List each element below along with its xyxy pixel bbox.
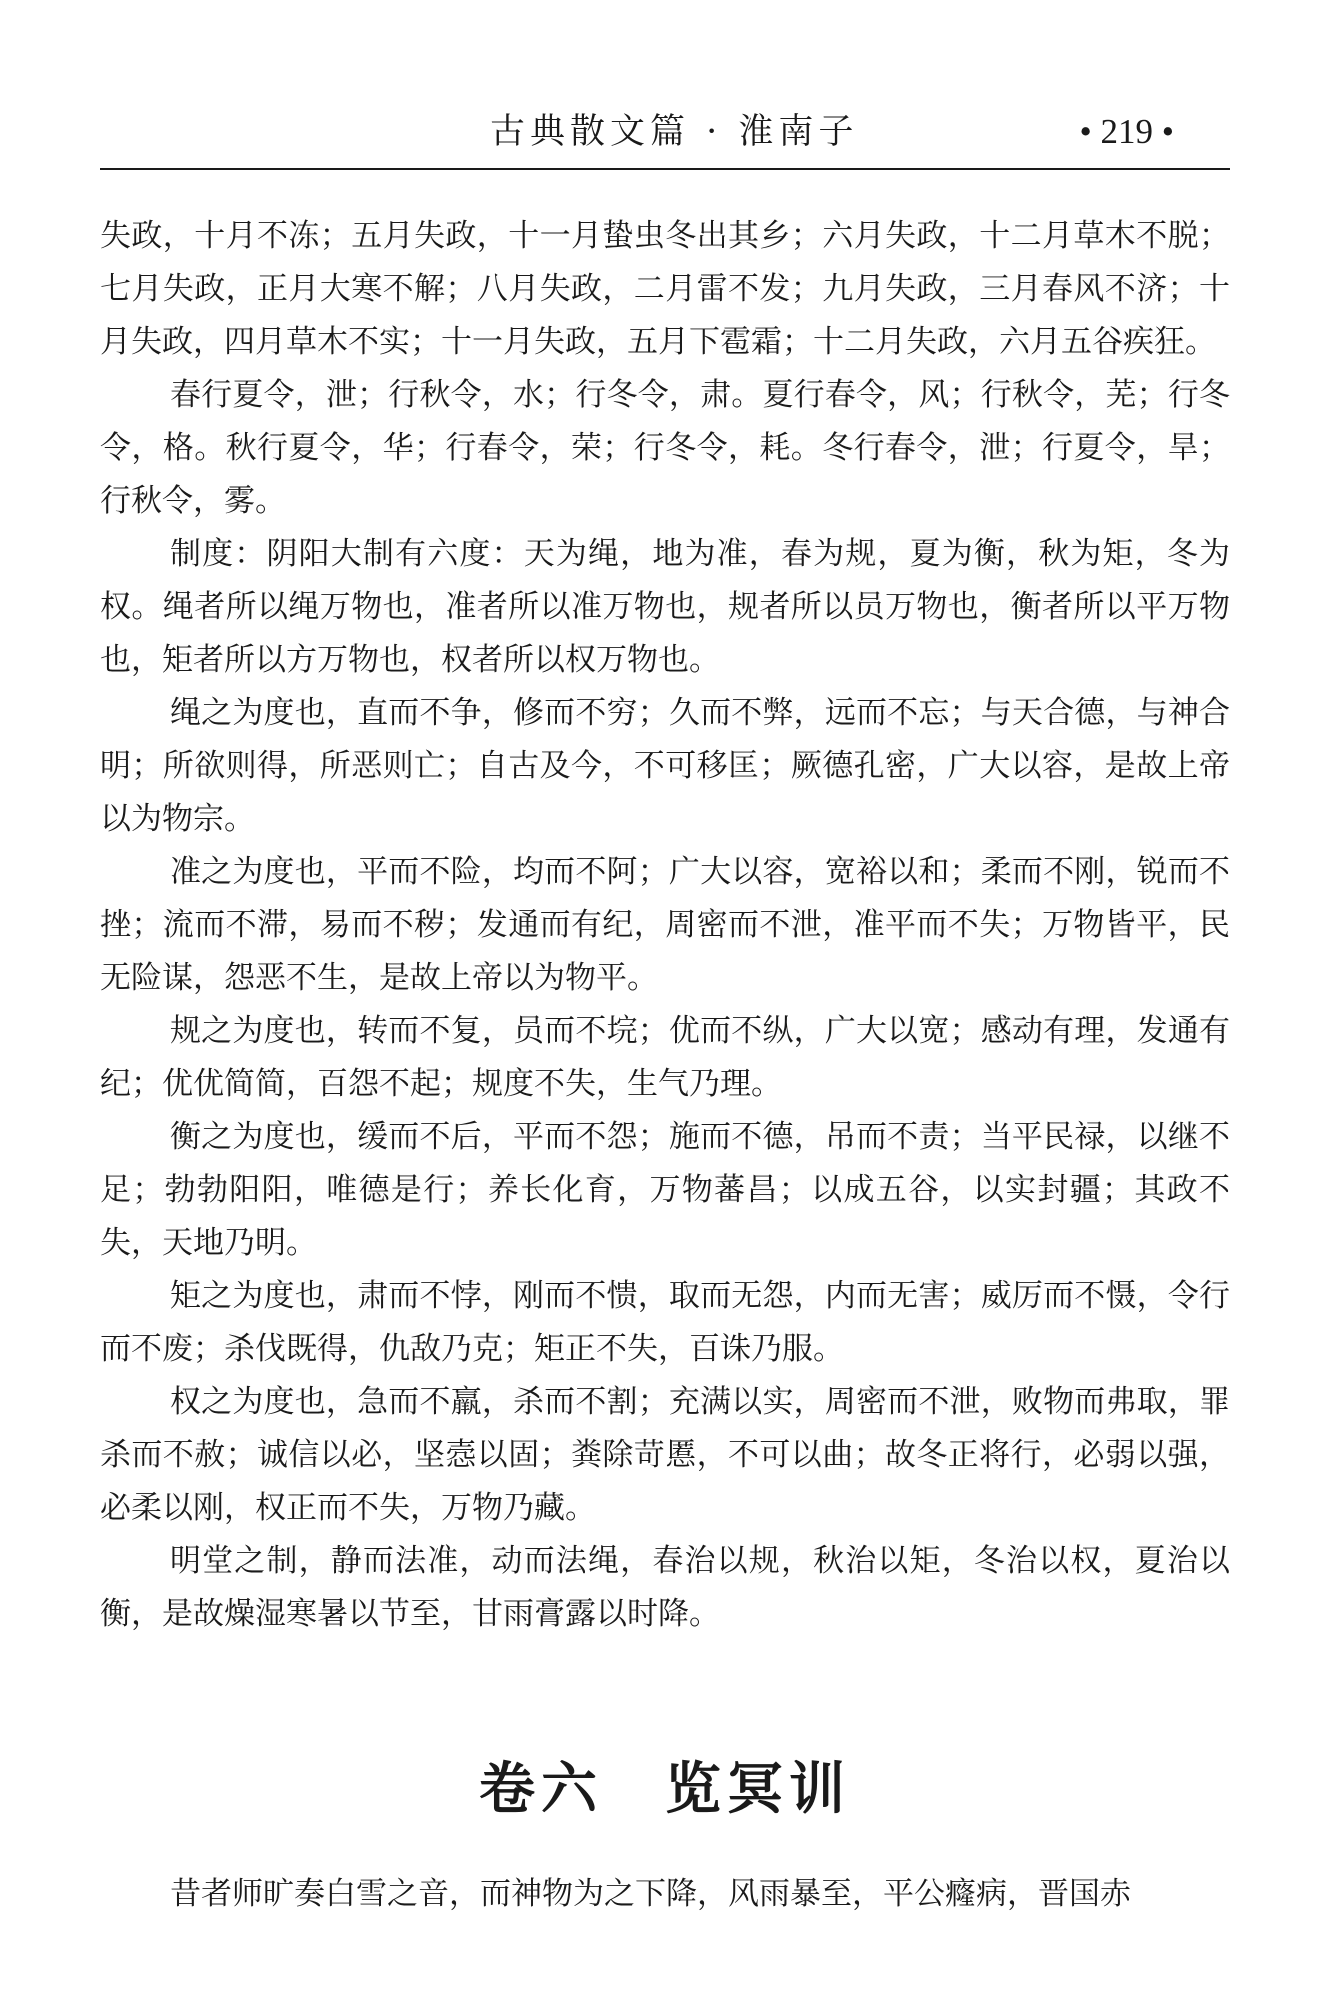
running-header	[100, 106, 1230, 166]
paragraph: 制度：阴阳大制有六度：天为绳，地为准，春为规，夏为衡，秋为矩，冬为权。绳者所以绳万物也，准者所以准万物也，规者所以员万物也，衡者所以平万物也，矩者所以方万物也，权者所以权万物也。	[100, 536, 1230, 678]
paragraph: 准之为度也，平而不险，均而不阿；广大以容，宽裕以和；柔而不刚，锐而不挫；流而不滞，易而不秽；发通而有纪，周密而不泄，准平而不失；万物皆平，民无险谋，怨恶不生，是故上帝以为物平。	[100, 854, 1230, 996]
paragraph: 失政，十月不冻；五月失政，十一月蛰虫冬出其乡；六月失政，十二月草木不脱；七月失政，正月大寒不解；八月失政，二月雷不发；九月失政，三月春风不济；十月失政，四月草木不实；十一月失政，五月下雹霜；十二月失政，六月五谷疾狂。	[100, 218, 1230, 360]
chapter-title: 卷六 览冥训	[479, 1757, 851, 1822]
paragraph: 权之为度也，急而不羸，杀而不割；充满以实，周密而不泄，败物而弗取，罪杀而不赦；诚信以必，坚悫以固；粪除苛慝，不可以曲；故冬正将行，必弱以强，必柔以刚，权正而不失，万物乃藏。	[100, 1384, 1230, 1526]
paragraph: 春行夏令，泄；行秋令，水；行冬令，肃。夏行春令，风；行秋令，芜；行冬令，格。秋行夏令，华；行春令，荣；行冬令，耗。冬行春令，泄；行夏令，旱；行秋令，雾。	[100, 377, 1230, 519]
body-text	[100, 210, 1230, 1641]
paragraph: 明堂之制，静而法准，动而法绳，春治以规，秋治以矩，冬治以权，夏治以衡，是故燥湿寒暑以节至，甘雨膏露以时降。	[100, 1543, 1230, 1632]
header-rule	[100, 168, 1230, 170]
paragraph: 规之为度也，转而不复，员而不垸；优而不纵，广大以宽；感动有理，发通有纪；优优简简，百怨不起；规度不失，生气乃理。	[100, 1013, 1230, 1102]
page-number: • 219 •	[1079, 112, 1174, 151]
running-header-title: 古典散文篇 · 淮南子	[490, 112, 859, 152]
chapter-opening-paragraph: 昔者师旷奏白雪之音，而神物为之下降，风雨暴至，平公癃病，晋国赤	[170, 1876, 1131, 1912]
paragraph: 衡之为度也，缓而不后，平而不怨；施而不德，吊而不责；当平民禄，以继不足；勃勃阳阳，唯德是行；养长化育，万物蕃昌；以成五谷，以实封疆；其政不失，天地乃明。	[100, 1119, 1230, 1261]
paragraph: 绳之为度也，直而不争，修而不穷；久而不弊，远而不忘；与天合德，与神合明；所欲则得，所恶则亡；自古及今，不可移匡；厥德孔密，广大以容，是故上帝以为物宗。	[100, 695, 1230, 837]
paragraph: 矩之为度也，肃而不悖，刚而不愦，取而无怨，内而无害；威厉而不慑，令行而不废；杀伐既得，仇敌乃克；矩正不失，百诛乃服。	[100, 1278, 1230, 1367]
